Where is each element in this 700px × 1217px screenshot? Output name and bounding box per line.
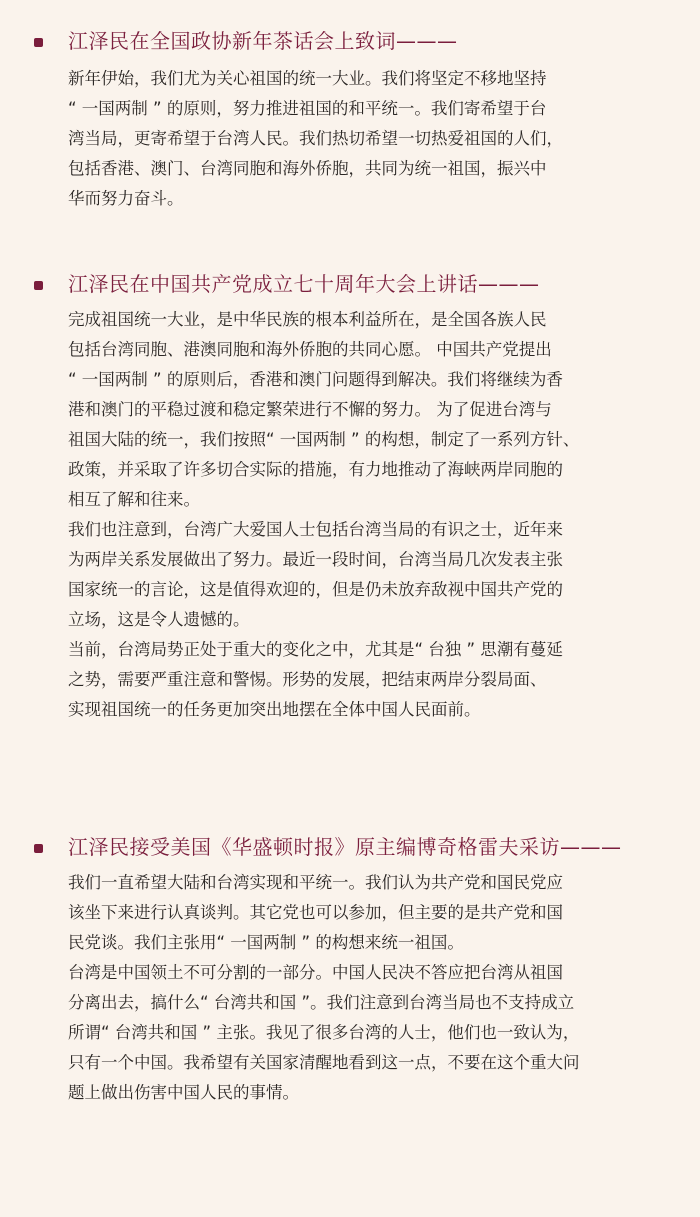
text-line: 之势，需要严重注意和警惕。形势的发展，把结束两岸分裂局面、 <box>68 670 547 689</box>
text-line: 所谓“ 台湾共和国 ” 主张。我见了很多台湾的人士，他们也一致认为， <box>68 1023 580 1042</box>
section-washington-times-interview <box>0 832 700 1108</box>
text-line: 民党谈。我们主张用“ 一国两制 ” 的构想来统一祖国。 <box>68 933 464 952</box>
text-line: 包括香港、澳门、台湾同胞和海外侨胞，共同为统一祖国，振兴中 <box>68 159 547 178</box>
text-line: 包括台湾同胞、港澳同胞和海外侨胞的共同心愿。 中国共产党提出 <box>68 340 552 359</box>
text-line: 题上做出伤害中国人民的事情。 <box>68 1083 299 1102</box>
text-line: 我们一直希望大陆和台湾实现和平统一。我们认为共产党和国民党应 <box>68 873 563 892</box>
text-line: 只有一个中国。我希望有关国家清醒地看到这一点，不要在这个重大问 <box>68 1053 580 1072</box>
text-line: 国家统一的言论，这是值得欢迎的，但是仍未放弃敌视中国共产党的 <box>68 580 563 599</box>
section-heading <box>0 269 700 303</box>
text-line: 新年伊始，我们尤为关心祖国的统一大业。我们将坚定不移地坚持 <box>68 69 547 88</box>
paragraph <box>0 958 700 1108</box>
paragraph <box>0 64 700 214</box>
text-line: “ 一国两制 ” 的原则后，香港和澳门问题得到解决。我们将继续为香 <box>68 370 563 389</box>
bullet-icon <box>34 281 43 290</box>
text-line: 分离出去，搞什么“ 台湾共和国 ”。我们注意到台湾当局也不支持成立 <box>68 993 575 1012</box>
text-line: 立场，这是令人遗憾的。 <box>68 610 250 629</box>
text-line: 完成祖国统一大业，是中华民族的根本利益所在，是全国各族人民 <box>68 310 547 329</box>
section-heading <box>0 832 700 866</box>
bullet-icon <box>34 38 43 47</box>
bullet-icon <box>34 844 43 853</box>
text-line: 实现祖国统一的任务更加突出地摆在全体中国人民面前。 <box>68 700 481 719</box>
section-heading <box>0 26 700 60</box>
section-party-70th-anniversary <box>0 269 700 725</box>
text-line: 为两岸关系发展做出了努力。最近一段时间，台湾当局几次发表主张 <box>68 550 563 569</box>
text-line: “ 一国两制 ” 的原则，努力推进祖国的和平统一。我们寄希望于台 <box>68 99 547 118</box>
text-line: 祖国大陆的统一，我们按照“ 一国两制 ” 的构想，制定了一系列方针、 <box>68 430 580 449</box>
text-line: 台湾是中国领土不可分割的一部分。中国人民决不答应把台湾从祖国 <box>68 963 563 982</box>
section-new-year-tea-party <box>0 26 700 214</box>
text-line: 华而努力奋斗。 <box>68 189 184 208</box>
section-title: 江泽民在中国共产党成立七十周年大会上讲话——— <box>68 272 540 296</box>
text-line: 当前，台湾局势正处于重大的变化之中，尤其是“ 台独 ” 思潮有蔓延 <box>68 640 563 659</box>
section-title: 江泽民在全国政协新年茶话会上致词——— <box>68 29 458 53</box>
paragraph <box>0 305 700 515</box>
text-line: 我们也注意到，台湾广大爱国人士包括台湾当局的有识之士，近年来 <box>68 520 563 539</box>
text-line: 政策，并采取了许多切合实际的措施，有力地推动了海峡两岸同胞的 <box>68 460 563 479</box>
paragraph <box>0 635 700 725</box>
text-line: 相互了解和往来。 <box>68 490 200 509</box>
paragraph <box>0 868 700 958</box>
section-title: 江泽民接受美国《华盛顿时报》原主编博奇格雷夫采访——— <box>68 835 622 859</box>
text-line: 港和澳门的平稳过渡和稳定繁荣进行不懈的努力。 为了促进台湾与 <box>68 400 552 419</box>
paragraph <box>0 515 700 635</box>
text-line: 湾当局，更寄希望于台湾人民。我们热切希望一切热爱祖国的人们， <box>68 129 563 148</box>
text-line: 该坐下来进行认真谈判。其它党也可以参加，但主要的是共产党和国 <box>68 903 563 922</box>
